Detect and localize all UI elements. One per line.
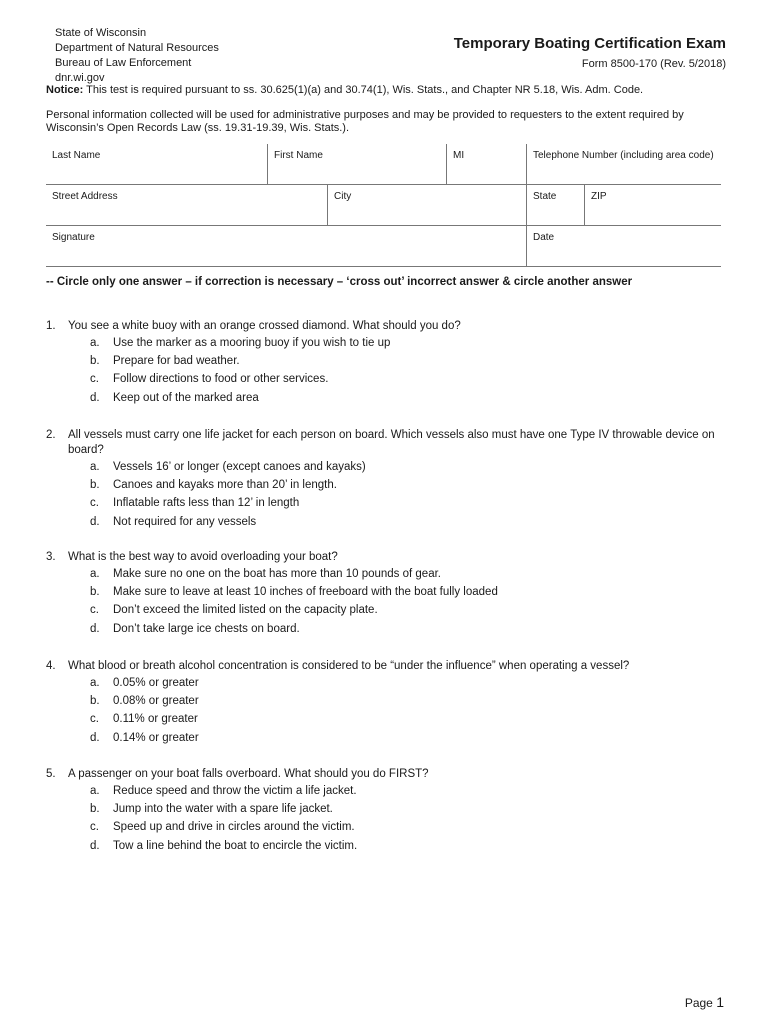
form-row-address [46,185,721,226]
answer-option-d[interactable] [90,389,736,407]
answer-option-c[interactable] [90,818,736,836]
form-row-name [46,144,721,185]
first-name-field[interactable] [267,144,446,184]
option-letter: a. [90,568,100,580]
option-text: Jump into the water with a spare life jacket. [113,803,333,816]
answer-option-a[interactable] [90,782,736,800]
question-text: You see a white buoy with an orange crossed diamond. What should you do? [68,320,461,332]
answer-option-c[interactable] [90,370,736,388]
city-label: City [334,191,352,202]
applicant-info-form [46,144,721,267]
city-field[interactable] [327,185,526,225]
answer-option-b[interactable] [90,800,736,818]
option-text: Not required for any vessels [113,515,257,528]
option-letter: b. [90,586,100,599]
state-field[interactable] [526,185,584,225]
option-letter: c. [90,821,99,834]
answer-option-a[interactable] [90,334,736,352]
option-text: Use the marker as a mooring buoy if you wish to tie up [113,337,391,349]
option-text: Tow a line behind the boat to encircle the victim. [113,839,358,852]
question-text: A passenger on your boat falls overboard. What should you do FIRST? [68,768,429,780]
privacy-statement: Personal information collected will be used for administrative purposes and may be provided to requesters to the extent required by Wisconsin’s Open Records Law (ss. 19.31-19.39, Wis. Stats.). [46,109,684,134]
option-letter: a. [90,785,100,797]
last-name-field[interactable] [46,144,267,184]
last-name-label: Last Name [52,150,101,161]
state-label: State [533,191,557,202]
answer-option-a[interactable] [90,565,736,583]
option-text: 0.11% or greater [113,713,198,726]
agency-block [55,26,219,86]
option-letter: c. [90,497,99,510]
answer-option-b[interactable] [90,692,736,710]
zip-field[interactable] [584,185,721,225]
option-letter: d. [90,515,100,528]
question-number: 3. [46,551,56,563]
option-text: Vessels 16’ or longer (except canoes and kayaks) [113,461,366,473]
form-number: Form 8500-170 (Rev. 5/2018) [581,58,726,70]
street-address-label: Street Address [52,191,118,202]
question-number: 5. [46,768,56,780]
answer-option-d[interactable] [90,729,736,747]
answer-option-d[interactable] [90,513,736,531]
page-footer [685,994,724,1010]
option-text: 0.08% or greater [113,695,199,708]
agency-line-website: dnr.wi.gov [55,72,105,84]
answer-option-c[interactable] [90,494,736,512]
answer-option-a[interactable] [90,674,736,692]
option-letter: a. [90,677,100,689]
option-text: 0.14% or greater [113,731,199,744]
option-letter: c. [90,373,99,386]
option-text: Make sure to leave at least 10 inches of freeboard with the boat fully loaded [113,586,498,599]
question-1 [46,319,736,407]
option-letter: c. [90,604,99,617]
question-text: What blood or breath alcohol concentration is considered to be “under the influence” when operating a vessel? [68,660,630,672]
page-number: 1 [716,994,724,1010]
answer-option-d[interactable] [90,620,736,638]
question-4 [46,659,736,747]
signature-field[interactable] [46,226,526,266]
agency-line-department: Department of Natural Resources [55,42,219,54]
question-5 [46,767,736,855]
option-text: Keep out of the marked area [113,391,259,404]
agency-line-bureau: Bureau of Law Enforcement [55,57,192,69]
option-letter: b. [90,803,100,816]
question-number: 2. [46,429,56,441]
option-letter: a. [90,337,100,349]
option-text: Inflatable rafts less than 12’ in length [113,497,300,510]
option-letter: d. [90,731,100,744]
notice-text: This test is required pursuant to ss. 30.625(1)(a) and 30.74(1), Wis. Stats., and Chapter NR 5.18, Wis. Adm. Code. [83,84,644,96]
answer-option-a[interactable] [90,458,736,476]
question-number: 4. [46,660,56,672]
option-letter: a. [90,461,100,473]
signature-label: Signature [52,232,95,243]
option-text: 0.05% or greater [113,677,199,689]
option-letter: b. [90,479,100,492]
notice [46,84,643,96]
option-letter: c. [90,713,99,726]
notice-label: Notice: [46,84,84,96]
middle-initial-label: MI [453,150,465,161]
answer-instructions: -- Circle only one answer – if correction is necessary – ‘cross out’ incorrect answer & circle another answer [46,276,633,288]
answer-option-b[interactable] [90,352,736,370]
zip-label: ZIP [591,191,607,202]
telephone-label: Telephone Number (including area code) [533,150,714,161]
date-field[interactable] [526,226,721,266]
street-address-field[interactable] [46,185,327,225]
option-letter: b. [90,355,100,368]
telephone-field[interactable] [526,144,721,184]
option-text: Reduce speed and throw the victim a life jacket. [113,785,357,797]
option-letter: d. [90,391,100,404]
option-text: Don’t exceed the limited listed on the capacity plate. [113,604,378,617]
option-text: Don’t take large ice chests on board. [113,622,300,635]
answer-option-d[interactable] [90,837,736,855]
option-text: Make sure no one on the boat has more than 10 pounds of gear. [113,568,441,580]
answer-option-b[interactable] [90,583,736,601]
question-2 [46,428,736,531]
date-label: Date [533,232,555,243]
exam-title: Temporary Boating Certification Exam [453,35,726,52]
option-text: Prepare for bad weather. [113,355,240,368]
option-text: Speed up and drive in circles around the victim. [113,821,355,834]
answer-option-c[interactable] [90,710,736,728]
answer-option-b[interactable] [90,476,736,494]
page-label: Page [684,996,713,1010]
option-text: Canoes and kayaks more than 20’ in length. [113,479,337,492]
option-text: Follow directions to food or other services. [113,373,329,386]
form-row-signature [46,226,721,267]
question-text: All vessels must carry one life jacket for each person on board. Which vessels also must have one Type IV throwable device on board? [68,429,715,456]
agency-line-state: State of Wisconsin [55,27,147,39]
question-text: What is the best way to avoid overloading your boat? [68,551,338,563]
answer-option-c[interactable] [90,601,736,619]
middle-initial-field[interactable] [446,144,526,184]
first-name-label: First Name [274,150,323,161]
option-letter: d. [90,839,100,852]
question-number: 1. [46,320,56,332]
option-letter: b. [90,695,100,708]
option-letter: d. [90,622,100,635]
question-3 [46,550,736,638]
